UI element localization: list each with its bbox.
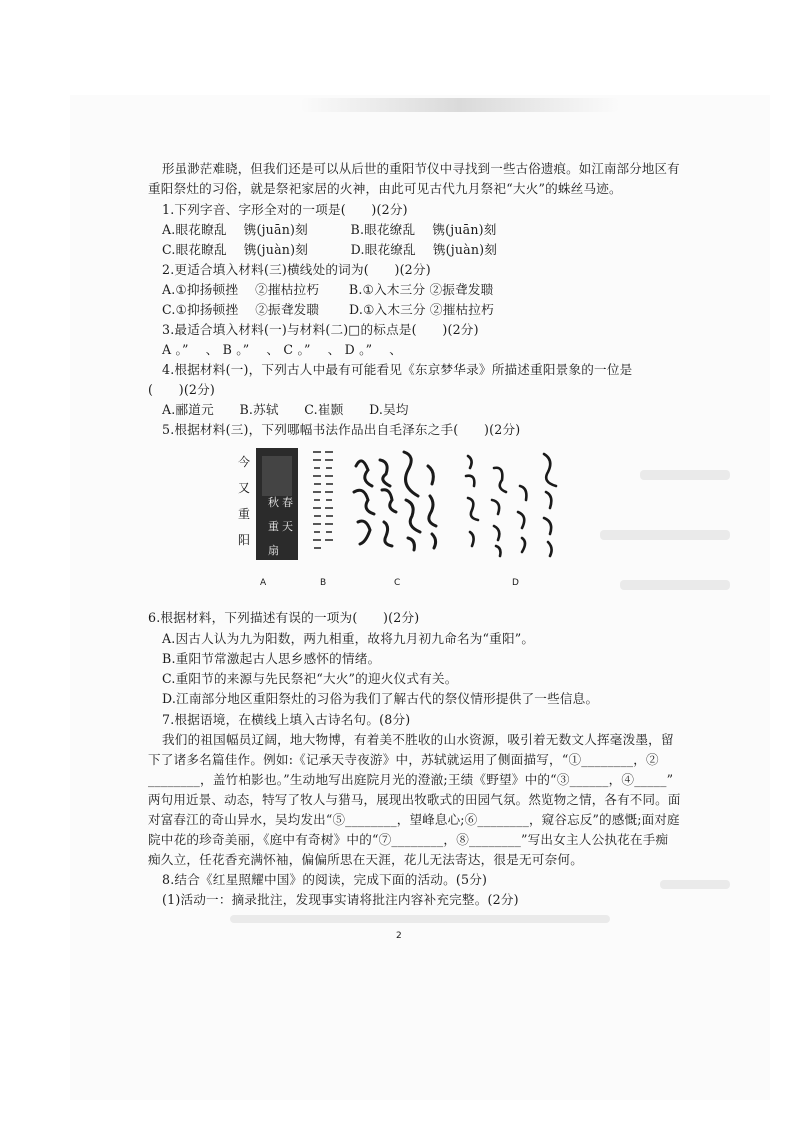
text-line: 对富春江的奇山异水，吴均发出“⑤________，望峰息心;⑥________，窥谷忘反”的感慨;面对庭 — [148, 812, 680, 827]
calli-a-char: 又 — [238, 481, 251, 495]
bleed-through — [660, 880, 730, 889]
calligraphy-a-image — [228, 446, 298, 564]
text-line: 两句用近景、动态，特写了牧人与猎马，展现出牧歌式的田园气氛。然览物之情，各有不同。面 — [148, 792, 681, 807]
text-line: (1)活动一：摘录批注，发现事实请将批注内容补充完整。(2分) — [162, 892, 519, 907]
option-line: D.江南部分地区重阳祭灶的习俗为我们了解古代的祭仪情形提供了一些信息。 — [162, 691, 599, 706]
calligraphy-label-d: D — [512, 578, 519, 588]
calli-a-char: 春 — [282, 496, 293, 509]
calligraphy-d-image — [460, 446, 568, 564]
calli-a-char: 重 — [238, 507, 251, 521]
bleed-through — [620, 580, 730, 590]
option-line: A.眼花瞭乱 镌(juān)刻 B.眼花缭乱 镌(juān)刻 — [162, 222, 497, 237]
calli-a-char: 天 — [282, 520, 293, 533]
text-line: 下了诸多名篇佳作。例如:《记承天寺夜游》中，苏轼就运用了侧面描写，“①________，② — [148, 752, 659, 767]
bleed-through — [640, 470, 730, 480]
bleed-through — [600, 530, 730, 540]
text-line: ( )(2分) — [148, 382, 216, 397]
question-1: 1.下列字音、字形全对的一项是( )(2分) — [162, 202, 408, 217]
question-4: 4.根据材料(一)，下列古人中最有可能看见《东京梦华录》所描述重阳景象的一位是 — [162, 362, 633, 377]
calligraphy-b-image — [310, 446, 340, 564]
calli-a-char: 今 — [238, 455, 251, 469]
question-2: 2.更适合填入材料(三)横线处的词为( )(2分) — [162, 262, 431, 277]
calligraphy-label-b: B — [320, 578, 327, 588]
question-8: 8.结合《红星照耀中国》的阅读，完成下面的活动。(5分) — [162, 872, 488, 887]
question-7: 7.根据语境，在横线上填入古诗名句。(8分) — [162, 712, 411, 727]
option-line: C.眼花瞭乱 镌(juàn)刻 D.眼花缭乱 镌(juàn)刻 — [162, 242, 498, 257]
option-line: A 。” 、 B 。” 、 C 。” 、 D 。” 、 — [162, 342, 402, 357]
option-line: A.①抑扬顿挫 ②摧枯拉朽 B.①入木三分 ②振聋发聩 — [162, 282, 494, 297]
bleed-through — [230, 915, 610, 923]
text-line: 院中花的珍奇美丽，《庭中有奇树》中的“⑦________，⑧________”写出女主人公执花在手痴 — [148, 832, 669, 847]
text-line: ________，盖竹柏影也。”生动地写出庭院月光的澄澈;王绩《野望》中的“③______，④_____” — [148, 772, 674, 787]
option-line: B.重阳节常激起古人思乡感怀的情绪。 — [162, 651, 381, 666]
calligraphy-label-c: C — [394, 578, 401, 588]
calligraphy-label-a: A — [260, 578, 267, 588]
calli-a-char: 秋 — [268, 496, 279, 509]
option-line: C.①抑扬顿挫 ②振聋发聩 D.①入木三分 ②摧枯拉朽 — [162, 302, 494, 317]
question-3: 3.最适合填入材料(一)与材料(二)□的标点是( )(2分) — [162, 322, 479, 337]
question-5: 5.根据材料(三)，下列哪幅书法作品出自毛泽东之手( )(2分) — [162, 422, 521, 437]
calli-a-char: 重 — [268, 520, 279, 533]
option-line: A.郦道元 B.苏轼 C.崔颢 D.吴均 — [162, 402, 409, 417]
page-number: 2 — [396, 931, 402, 941]
option-line: C.重阳节的来源与先民祭祀“大火”的迎火仪式有关。 — [162, 671, 458, 686]
calli-a-char: 扇 — [268, 544, 279, 557]
text-line: 重阳祭灶的习俗，就是祭祀家居的火神，由此可见古代九月祭祀“大火”的蛛丝马迹。 — [148, 181, 622, 196]
calli-a-char: 阳 — [238, 533, 251, 547]
calligraphy-c-image — [346, 446, 446, 564]
option-line: A.因古人认为九为阳数，两九相重，故将九月初九命名为“重阳”。 — [162, 631, 535, 646]
question-6: 6.根据材料，下列描述有误的一项为( )(2分) — [148, 610, 420, 625]
calligraphy-figure — [228, 446, 568, 596]
text-line: 我们的祖国幅员辽阔，地大物博，有着美不胜收的山水资源，吸引着无数文人挥毫泼墨，留 — [162, 732, 674, 747]
text-line: 痴久立，任花香充满怀袖，偏偏所思在天涯，花儿无法寄达，很是无可奈何。 — [148, 852, 583, 867]
text-line: 形虽渺茫难晓，但我们还是可以从后世的重阳节仪中寻找到一些古俗遗痕。如江南部分地区有 — [162, 161, 680, 176]
